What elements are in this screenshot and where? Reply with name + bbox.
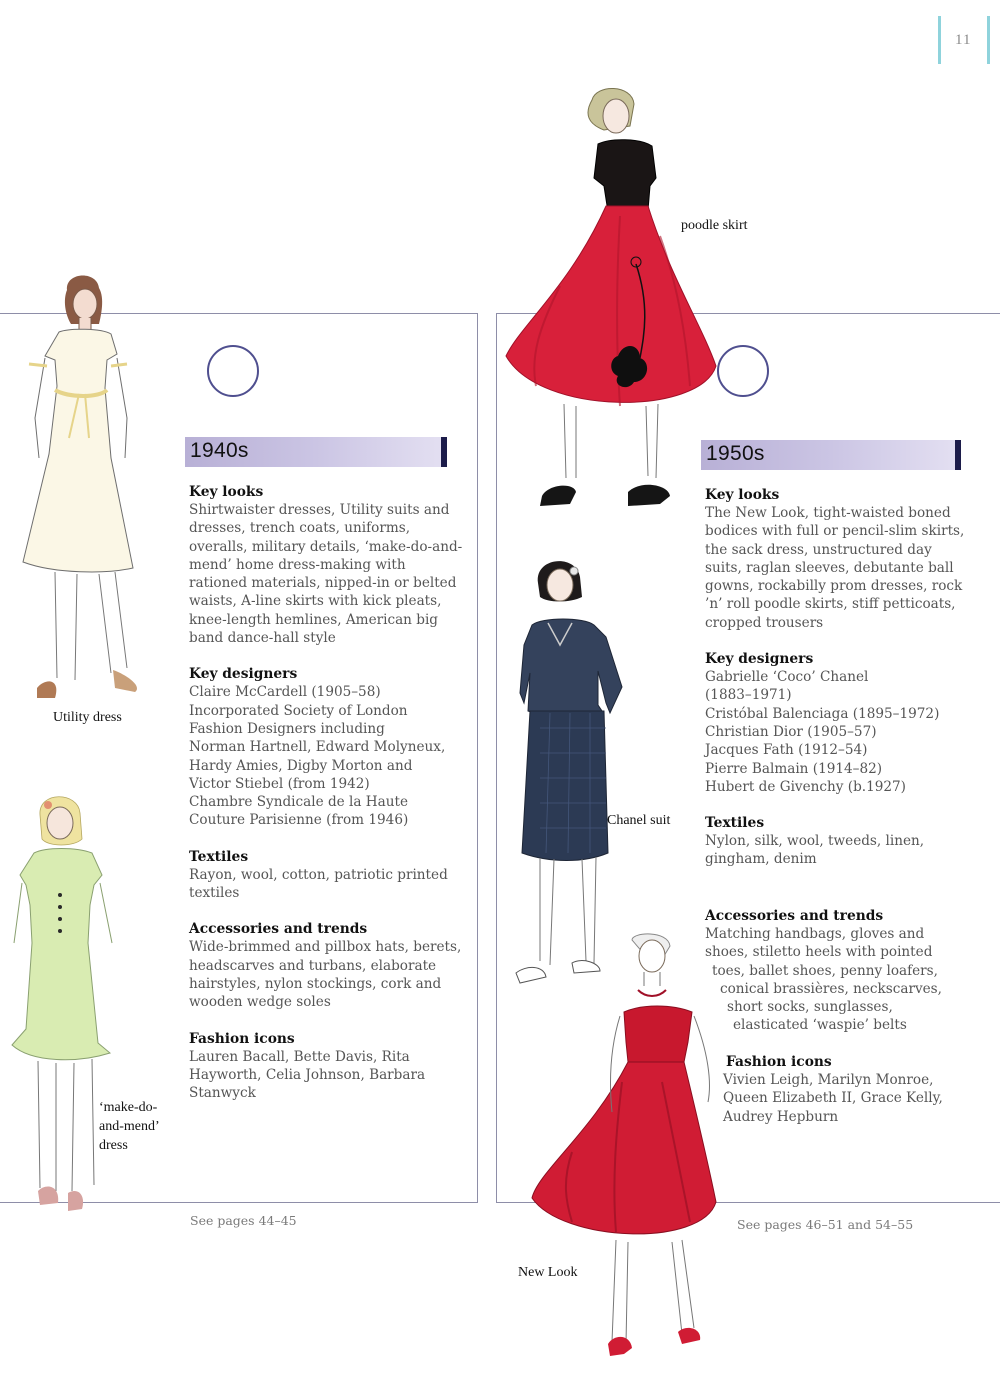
poodle-skirt-illustration (500, 86, 725, 526)
accessory-line: short socks, sunglasses, (727, 999, 893, 1016)
heading-fashion-icons: Fashion icons (726, 1054, 832, 1070)
accessory-line: toes, ballet shoes, penny loafers, (712, 962, 938, 979)
designer-line: Chambre Syndicale de la Haute (189, 794, 409, 811)
new-look-illustration (532, 932, 717, 1364)
icons-line: Queen Elizabeth II, Grace Kelly, (723, 1090, 943, 1107)
designer-line: Hubert de Givenchy (b.1927) (705, 778, 906, 795)
designer-line: Incorporated Society of London (189, 702, 408, 719)
see-pages-1950s: See pages 46–51 and 54–55 (737, 1217, 914, 1232)
text-fashion-icons: Lauren Bacall, Bette Davis, Rita Hayworth, Celia Johnson, Barbara Stanwyck (189, 1048, 426, 1102)
content-1950s-accessories (705, 907, 967, 1035)
decade-header-1940s (185, 437, 447, 467)
designer-line: Christian Dior (1905–57) (705, 723, 877, 740)
list-key-designers (705, 668, 967, 796)
caption-poodle-skirt: poodle skirt (681, 218, 748, 233)
heading-key-looks: Key looks (705, 487, 780, 503)
designer-line: (1883–1971) (705, 687, 792, 704)
accessory-line: conical brassières, neckscarves, (720, 980, 942, 997)
caption-new-look: New Look (518, 1265, 578, 1280)
heading-key-designers: Key designers (705, 651, 814, 668)
designer-line: Victor Stiebel (from 1942) (189, 775, 370, 792)
designer-line: Jacques Fath (1912–54) (705, 742, 868, 759)
text-textiles: Nylon, silk, wool, tweeds, linen, gingham, denim (705, 833, 925, 868)
designer-line: Fashion Designers including (189, 720, 385, 737)
page-tab-left-rule (938, 16, 941, 64)
designer-line: Couture Parisienne (from 1946) (189, 812, 409, 829)
decade-title-1950s: 1950s (706, 442, 765, 465)
content-1950s-upper (705, 486, 967, 887)
designer-line: Hardy Amies, Digby Morton and (189, 757, 413, 774)
caption-line: dress (99, 1138, 128, 1153)
caption-utility-dress: Utility dress (53, 710, 122, 725)
caption-line: ‘make-do- (99, 1100, 158, 1115)
icons-line: Vivien Leigh, Marilyn Monroe, (723, 1072, 934, 1088)
designer-line: Norman Hartnell, Edward Molyneux, (189, 739, 446, 756)
heading-fashion-icons: Fashion icons (189, 1030, 295, 1047)
caption-make-do-and-mend (99, 1098, 160, 1155)
page-tab-right-rule (987, 16, 990, 64)
chanel-suit-illustration (510, 553, 635, 993)
icons-line: Audrey Hepburn (723, 1108, 839, 1125)
heading-key-looks: Key looks (189, 484, 264, 500)
designer-line: Pierre Balmain (1914–82) (705, 760, 883, 777)
decade-marker-circle-1950s (717, 345, 769, 397)
text-key-looks: The New Look, tight-waisted boned bodices with full or pencil-slim skirts, the sack dress, unstructured day suits, raglan sleeves, debutante ball gowns, rockabilly prom dresses, rock ’n’ roll poodle skirts, stiff petticoats, cropped trousers (705, 505, 965, 631)
heading-textiles: Textiles (189, 848, 249, 865)
decade-header-cap (441, 437, 447, 467)
decade-header-cap (955, 440, 961, 470)
decade-title-1940s: 1940s (190, 439, 249, 462)
make-do-and-mend-dress-illustration (8, 793, 123, 1228)
content-1950s-icons (723, 1053, 973, 1126)
text-accessories: Wide-brimmed and pillbox hats, berets, headscarves and turbans, elaborate hairstyles, nylon stockings, cork and wooden wedge soles (189, 939, 462, 1011)
see-pages-1940s: See pages 44–45 (190, 1213, 297, 1228)
designer-line: Cristóbal Balenciaga (1895–1972) (705, 705, 940, 722)
accessory-line: elasticated ‘waspie’ belts (733, 1017, 907, 1034)
content-1940s (189, 483, 467, 1120)
heading-accessories: Accessories and trends (189, 921, 368, 938)
accessory-line: Matching handbags, gloves and (705, 926, 925, 942)
heading-accessories: Accessories and trends (705, 908, 884, 924)
text-textiles: Rayon, wool, cotton, patriotic printed textiles (189, 866, 448, 902)
heading-textiles: Textiles (705, 815, 765, 832)
page-number: 11 (955, 32, 972, 48)
designer-line: Gabrielle ‘Coco’ Chanel (705, 669, 869, 686)
utility-dress-illustration (15, 268, 155, 703)
text-key-looks: Shirtwaister dresses, Utility suits and dresses, trench coats, uniforms, overalls, military details, ‘make-do-and-mend’ home dress-making with rationed materials, nipped-in or belted waists, A-line skirts with kick pleats, knee-length hemlines, American big band dance-hall style (189, 502, 463, 647)
decade-marker-circle-1940s (207, 345, 259, 397)
decade-header-1950s (701, 440, 961, 470)
accessory-line: shoes, stiletto heels with pointed (705, 944, 933, 961)
list-key-designers (189, 683, 467, 829)
caption-line: and-mend’ (99, 1119, 160, 1134)
caption-chanel-suit: Chanel suit (607, 813, 671, 828)
heading-key-designers: Key designers (189, 666, 298, 683)
designer-line: Claire McCardell (1905–58) (189, 684, 381, 701)
